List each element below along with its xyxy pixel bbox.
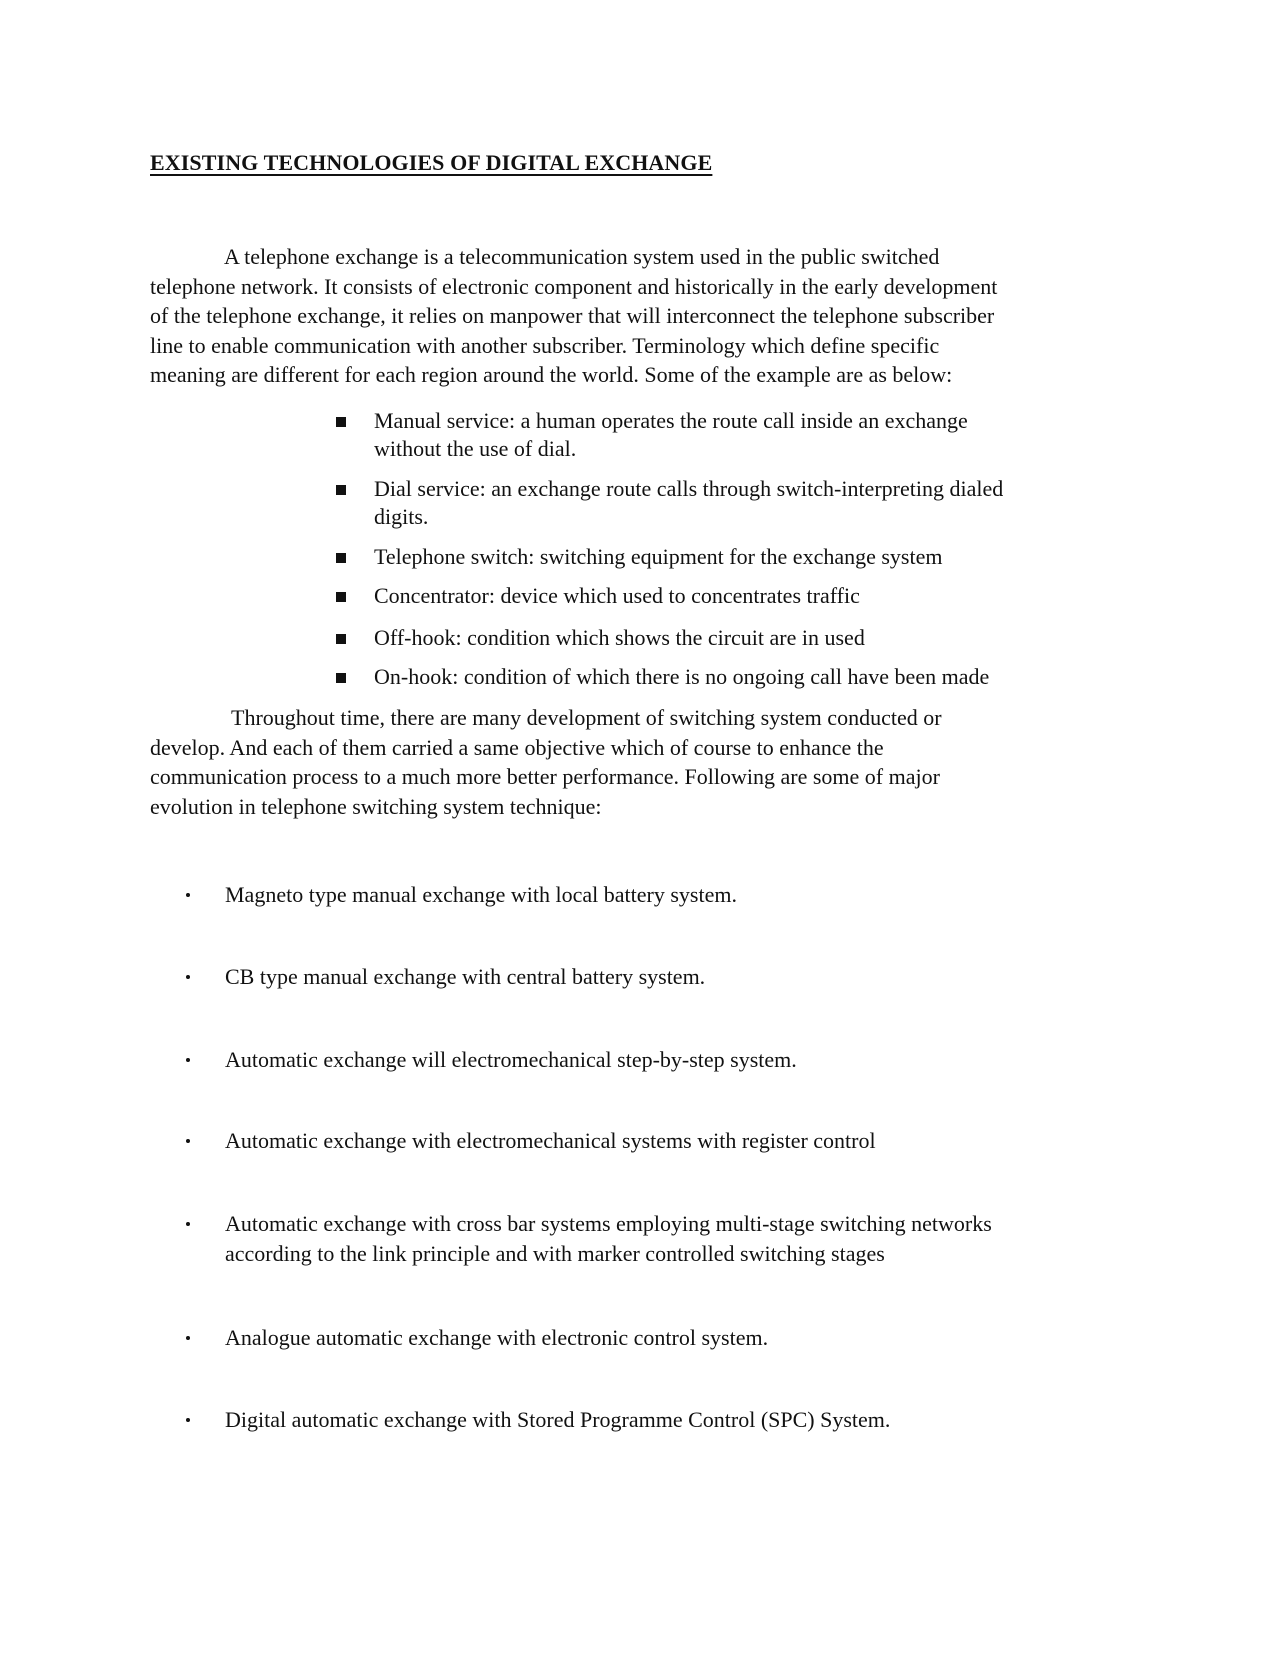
round-bullet-icon: [186, 1418, 190, 1422]
evolution-item-line: according to the link principle and with marker controlled switching stages: [225, 1241, 885, 1266]
evolution-item-line: Automatic exchange with cross bar systems employing multi-stage switching networks: [225, 1211, 992, 1236]
intro-paragraph: [150, 242, 1120, 390]
evolution-line: Throughout time, there are many development of switching system conducted or: [231, 705, 942, 730]
evolution-item-line: Automatic exchange will electromechanical step-by-step system.: [225, 1047, 797, 1072]
round-bullet-icon: [186, 1139, 190, 1143]
evolution-item-line: Analogue automatic exchange with electronic control system.: [225, 1325, 769, 1350]
intro-line: meaning are different for each region around the world. Some of the example are as below:: [150, 362, 953, 387]
terminology-line: without the use of dial.: [374, 436, 577, 461]
terminology-line: Manual service: a human operates the route call inside an exchange: [374, 408, 968, 433]
terminology-line: digits.: [374, 504, 429, 529]
round-bullet-icon: [186, 1222, 190, 1226]
round-bullet-icon: [186, 975, 190, 979]
square-bullet-icon: [336, 553, 346, 563]
evolution-item-line: Magneto type manual exchange with local battery system.: [225, 882, 737, 907]
terminology-line: On-hook: condition of which there is no ongoing call have been made: [374, 664, 990, 689]
round-bullet-icon: [186, 893, 190, 897]
intro-line: telephone network. It consists of electronic component and historically in the early development: [150, 273, 998, 299]
intro-line: A telephone exchange is a telecommunication system used in the public switched: [224, 244, 940, 269]
evolution-item-line: Automatic exchange with electromechanical systems with register control: [225, 1128, 876, 1153]
terminology-line: Dial service: an exchange route calls through switch-interpreting dialed: [374, 476, 1004, 501]
square-bullet-icon: [336, 485, 346, 495]
evolution-line: evolution in telephone switching system technique:: [150, 793, 602, 819]
evolution-paragraph: [150, 703, 1120, 821]
evolution-line: communication process to a much more better performance. Following are some of major: [150, 764, 940, 789]
evolution-line: develop. And each of them carried a same objective which of course to enhance the: [150, 734, 884, 760]
terminology-line: Concentrator: device which used to concentrates traffic: [374, 583, 860, 608]
square-bullet-icon: [336, 634, 346, 644]
terminology-line: Off-hook: condition which shows the circuit are in used: [374, 625, 865, 650]
round-bullet-icon: [186, 1058, 190, 1062]
intro-line: of the telephone exchange, it relies on manpower that will interconnect the telephone subscriber: [150, 303, 995, 328]
square-bullet-icon: [336, 417, 346, 427]
round-bullet-icon: [186, 1336, 190, 1340]
intro-line: line to enable communication with another subscriber. Terminology which define specific: [150, 332, 940, 358]
document-title: EXISTING TECHNOLOGIES OF DIGITAL EXCHANGE: [150, 150, 713, 175]
terminology-line: Telephone switch: switching equipment for the exchange system: [374, 544, 943, 569]
square-bullet-icon: [336, 592, 346, 602]
evolution-item-line: Digital automatic exchange with Stored Programme Control (SPC) System.: [225, 1407, 891, 1432]
square-bullet-icon: [336, 673, 346, 683]
evolution-item-line: CB type manual exchange with central battery system.: [225, 964, 706, 989]
